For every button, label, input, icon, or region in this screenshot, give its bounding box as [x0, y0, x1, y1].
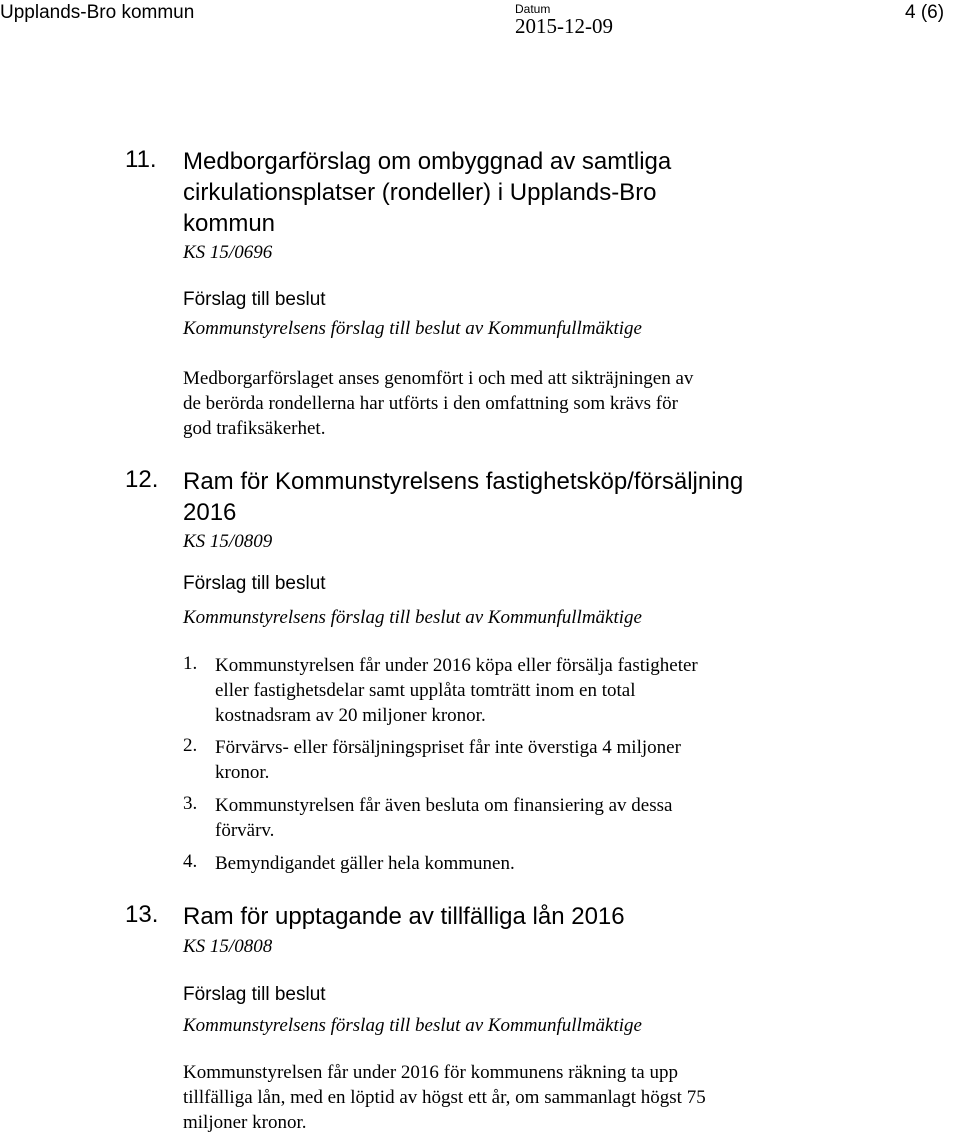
list-item-line: kronor. — [215, 762, 270, 783]
proposal-heading: Förslag till beslut — [183, 984, 326, 1005]
proposal-source: Kommunstyrelsens förslag till beslut av Kommunfullmäktige — [183, 1015, 642, 1036]
item-title-line: Medborgarförslag om ombyggnad av samtliga — [183, 148, 672, 175]
list-item-line: Förvärvs- eller försäljningspriset får inte överstiga 4 miljoner — [215, 737, 681, 758]
decision-text-line: de berörda rondellerna har utförts i den omfattning som krävs för — [183, 393, 678, 414]
list-item-line: Kommunstyrelsen får under 2016 köpa eller försälja fastigheter — [215, 655, 698, 676]
list-item-line: eller fastighetsdelar samt upplåta tomträtt inom en total — [215, 680, 636, 701]
item-title-line: cirkulationsplatser (rondeller) i Upplands-Bro — [183, 179, 657, 206]
proposal-heading: Förslag till beslut — [183, 289, 326, 310]
page-number: 4 (6) — [905, 2, 945, 23]
list-item — [215, 653, 698, 728]
item-title-line: 2016 — [183, 499, 237, 526]
list-item — [215, 793, 672, 843]
list-item-number: 4. — [183, 851, 198, 872]
item-number: 12. — [125, 466, 159, 493]
item-title-line: kommun — [183, 210, 276, 237]
decision-text — [183, 366, 693, 441]
organization-name: Upplands-Bro kommun — [0, 2, 195, 23]
item-title-line: Ram för Kommunstyrelsens fastighetsköp/försäljning — [183, 468, 744, 495]
list-item-number: 3. — [183, 793, 198, 814]
list-item-number: 1. — [183, 653, 198, 674]
item-title-line: Ram för upptagande av tillfälliga lån 2016 — [183, 903, 625, 930]
item-number: 11. — [125, 146, 157, 173]
proposal-heading: Förslag till beslut — [183, 573, 326, 594]
case-number: KS 15/0808 — [183, 936, 273, 957]
case-number: KS 15/0696 — [183, 242, 273, 263]
list-item-line: Kommunstyrelsen får även besluta om finansiering av dessa — [215, 795, 673, 816]
list-item-number: 2. — [183, 735, 198, 756]
item-number: 13. — [125, 901, 159, 928]
decision-text-line: Kommunstyrelsen får under 2016 för kommunens räkning ta upp — [183, 1062, 678, 1083]
decision-text — [183, 1060, 706, 1135]
decision-text-line: tillfälliga lån, med en löptid av högst ett år, om sammanlagt högst 75 — [183, 1087, 706, 1108]
list-item-line: kostnadsram av 20 miljoner kronor. — [215, 705, 486, 726]
item-title — [183, 901, 625, 932]
document-date: 2015-12-09 — [515, 14, 613, 38]
proposal-source: Kommunstyrelsens förslag till beslut av Kommunfullmäktige — [183, 607, 642, 628]
item-title — [183, 466, 743, 528]
list-item-line: Bemyndigandet gäller hela kommunen. — [215, 853, 515, 874]
decision-text-line: miljoner kronor. — [183, 1112, 307, 1133]
case-number: KS 15/0809 — [183, 531, 273, 552]
proposal-source: Kommunstyrelsens förslag till beslut av Kommunfullmäktige — [183, 318, 642, 339]
list-item — [215, 735, 681, 785]
date-label: Datum — [515, 2, 551, 16]
list-item — [215, 851, 515, 876]
item-title — [183, 146, 671, 239]
decision-text-line: god trafiksäkerhet. — [183, 418, 326, 439]
list-item-line: förvärv. — [215, 820, 275, 841]
decision-text-line: Medborgarförslaget anses genomfört i och med att sikträjningen av — [183, 368, 694, 389]
